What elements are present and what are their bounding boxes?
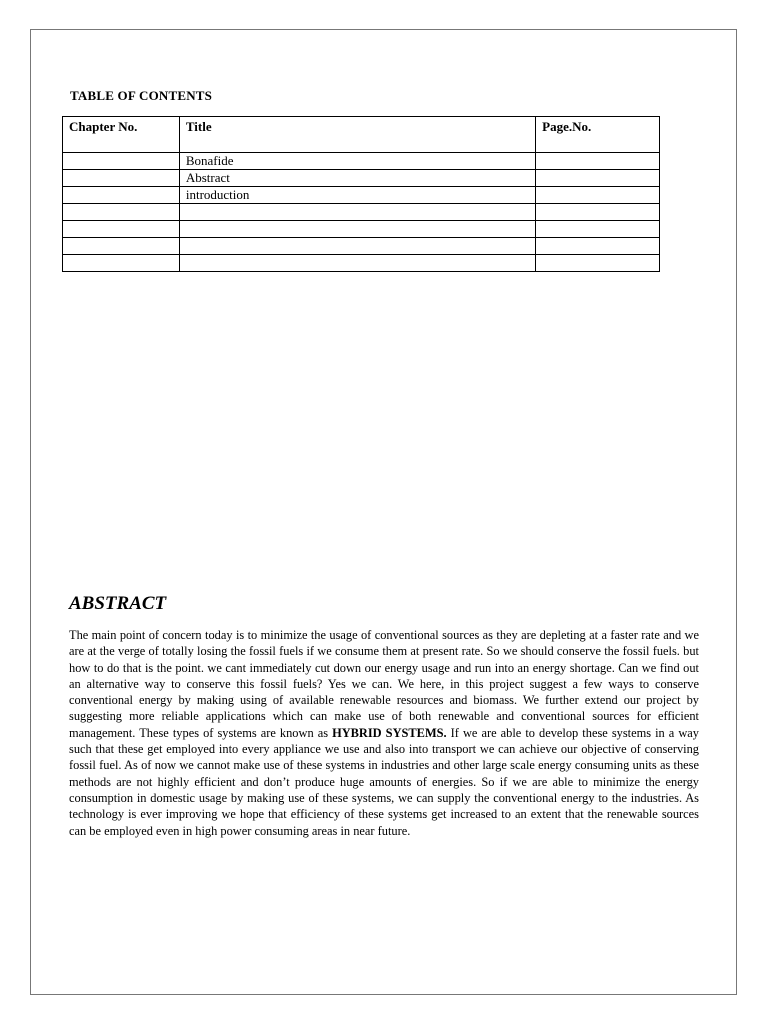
cell-page: [536, 238, 660, 255]
cell-title: introduction: [179, 187, 535, 204]
table-row: [63, 255, 660, 272]
table-row: [63, 221, 660, 238]
cell-page: [536, 221, 660, 238]
cell-chapter: [63, 204, 180, 221]
toc-heading: TABLE OF CONTENTS: [70, 88, 213, 103]
abstract-text-part-2: If we are able to develop these systems in a way such that these get employed into every appliance we use and also into transport we can achieve our objective of conserving fossil fuel. As of now we cannot make use of these systems in industries and other large scale energy consuming units as these methods are not highly efficient and don’t produce huge amounts of energies. So if we are able to minimize the energy consumption in domestic usage by making use of these systems, we can supply the conventional energy to the industries. As technology is ever improving we hope that efficiency of these systems get increased to an extent that the renewable sources can be employed even in high power consuming areas in near future.: [69, 725, 699, 838]
hybrid-systems-term: HYBRID SYSTEMS.: [332, 725, 447, 740]
toc-header-row: [63, 117, 660, 153]
cell-title: Bonafide: [179, 153, 535, 170]
cell-chapter: [63, 255, 180, 272]
abstract-heading: ABSTRACT: [69, 593, 167, 614]
abstract-paragraph: [69, 627, 699, 839]
cell-page: [536, 204, 660, 221]
table-row: [63, 204, 660, 221]
cell-title: [179, 204, 535, 221]
column-header-chapter: Chapter No.: [63, 117, 180, 153]
cell-page: [536, 187, 660, 204]
cell-page: [536, 153, 660, 170]
cell-title: Abstract: [179, 170, 535, 187]
abstract-text-part-1: The main point of concern today is to minimize the usage of conventional sources as they are depleting at a faster rate and we are at the verge of totally losing the fossil fuels if we consume them at present rate. So we should conserve the fossil fuels. but how to do that is the point. we cant immediately cut down our energy usage and run into an energy shortage. Can we find out an alternative way to conserve this fossil fuels? Yes we can. We here, in this project suggest a few ways to conserve conventional energy by making using of available renewable resources and biomass. We further extend our project by suggesting more reliable applications which can make use of both renewable and conventional sources for efficient management. These types of systems are known as: [69, 628, 699, 740]
cell-page: [536, 170, 660, 187]
table-row: [63, 238, 660, 255]
cell-chapter: [63, 170, 180, 187]
table-row: [63, 187, 660, 204]
cell-title: [179, 238, 535, 255]
cell-chapter: [63, 187, 180, 204]
table-row: [63, 153, 660, 170]
cell-title: [179, 221, 535, 238]
cell-chapter: [63, 238, 180, 255]
column-header-page: Page.No.: [536, 117, 660, 153]
column-header-title: Title: [179, 117, 535, 153]
table-row: [63, 170, 660, 187]
cell-page: [536, 255, 660, 272]
cell-title: [179, 255, 535, 272]
cell-chapter: [63, 153, 180, 170]
toc-table: [62, 116, 660, 272]
cell-chapter: [63, 221, 180, 238]
